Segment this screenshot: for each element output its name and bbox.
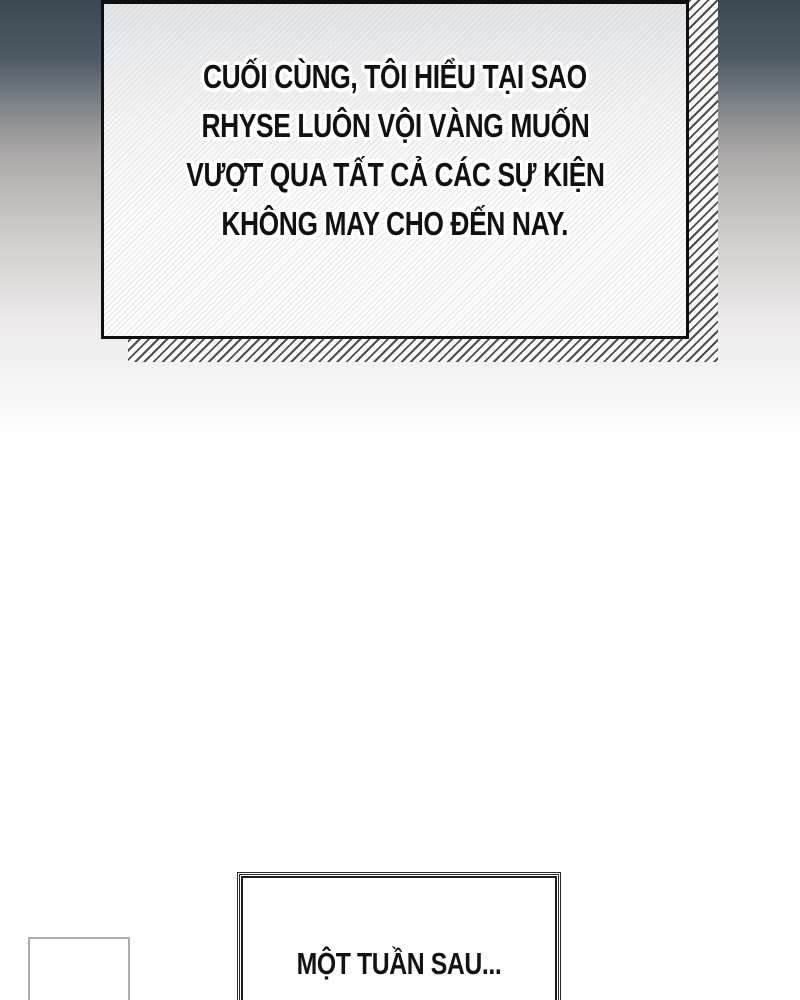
- narration-line-2: RHYSE LUÔN VỘI VÀNG MUỐN: [201, 107, 589, 144]
- caption-text: MỘT TUẦN SAU...: [296, 946, 502, 981]
- caption-panel-frame-inner: [241, 876, 557, 1000]
- narration-panel: [101, 0, 689, 339]
- narration-line-1: CUỐI CÙNG, TÔI HIỂU TẠI SAO: [203, 58, 587, 95]
- narration-line-3: VƯỢT QUA TẤT CẢ CÁC SỰ KIỆN: [185, 156, 605, 193]
- caption-panel-frame-middle: [239, 874, 559, 1000]
- caption-panel: [237, 872, 561, 1000]
- partial-panel-bottom-left: [28, 937, 130, 1000]
- narration-line-4: KHÔNG MAY CHO ĐẾN NAY.: [221, 205, 569, 242]
